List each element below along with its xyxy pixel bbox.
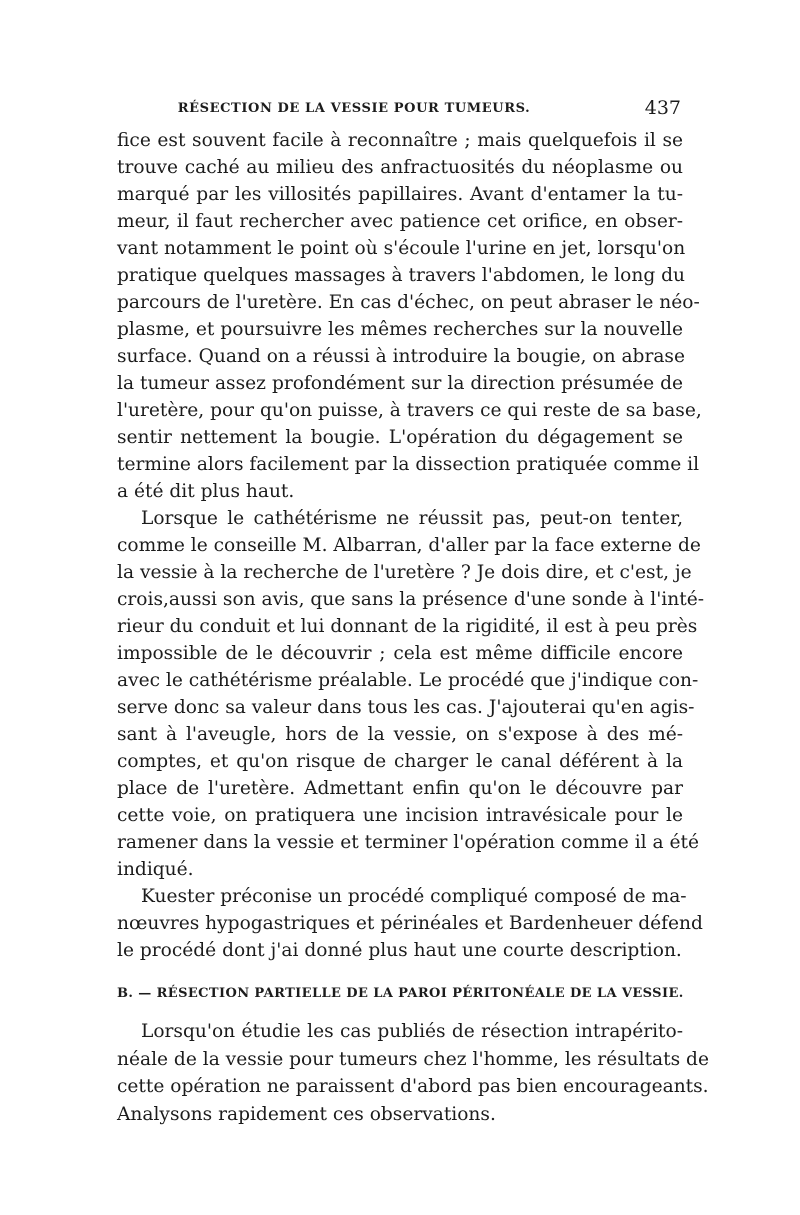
body-text-section-b xyxy=(117,1018,709,1128)
text-line: la vessie à la recherche de l'uretère ? Je dois dire, et c'est, je xyxy=(117,562,692,583)
text-line: termine alors facilement par la dissection pratiquée comme il xyxy=(117,454,700,475)
text-line: meur, il faut rechercher avec patience cet orifice, en obser- xyxy=(117,211,683,232)
text-line: la tumeur assez profondément sur la direction présumée de xyxy=(117,373,683,394)
section-heading: B. — RÉSECTION PARTIELLE DE LA PAROI PÉRITONÉALE DE LA VESSIE. xyxy=(117,986,684,1001)
running-title: RÉSECTION DE LA VESSIE POUR TUMEURS. xyxy=(177,101,531,116)
text-line: marqué par les villosités papillaires. Avant d'entamer la tu- xyxy=(117,184,683,205)
text-line: avec le cathétérisme préalable. Le procédé que j'indique con- xyxy=(117,670,699,691)
text-line: Analysons rapidement ces observations. xyxy=(117,1103,496,1125)
running-head xyxy=(117,97,681,125)
text-line: indiqué. xyxy=(117,859,194,880)
text-line: Kuester préconise un procédé compliqué composé de ma- xyxy=(141,886,687,907)
text-line: fice est souvent facile à reconnaître ; mais quelquefois il se xyxy=(117,130,683,151)
text-line: place de l'uretère. Admettant enfin qu'on le découvre par xyxy=(117,778,683,799)
text-line: sentir nettement la bougie. L'opération du dégagement se xyxy=(117,427,683,448)
text-line: cette voie, on pratiquera une incision intravésicale pour le xyxy=(117,805,683,826)
paragraph-catheterism xyxy=(117,505,704,883)
text-line: parcours de l'uretère. En cas d'échec, on peut abraser le néo- xyxy=(117,292,700,313)
text-line: surface. Quand on a réussi à introduire la bougie, on abrase xyxy=(117,346,685,367)
paragraph-intraperitoneal xyxy=(117,1018,709,1128)
text-line: comptes, et qu'on risque de charger le canal déférent à la xyxy=(117,751,683,772)
text-line: a été dit plus haut. xyxy=(117,481,295,502)
text-line: rieur du conduit et lui donnant de la rigidité, il est à peu près xyxy=(117,616,698,637)
text-line: vant notamment le point où s'écoule l'urine en jet, lorsqu'on xyxy=(117,238,686,259)
text-line: comme le conseille M. Albarran, d'aller par la face externe de xyxy=(117,535,701,556)
paragraph-continuation xyxy=(117,127,702,505)
text-line: impossible de le découvrir ; cela est même difficile encore xyxy=(117,643,683,664)
text-line: plasme, et poursuivre les mêmes recherches sur la nouvelle xyxy=(117,319,684,340)
text-line: sant à l'aveugle, hors de la vessie, on s'expose à des mé- xyxy=(117,724,683,745)
page-number: 437 xyxy=(644,97,681,119)
text-line: cette opération ne paraissent d'abord pas bien encourageants. xyxy=(117,1076,709,1097)
text-line: trouve caché au milieu des anfractuosités du néoplasme ou xyxy=(117,157,683,178)
text-line: Lorsqu'on étudie les cas publiés de résection intrapérito- xyxy=(141,1021,683,1042)
text-line: nœuvres hypogastriques et périnéales et Bardenheuer défend xyxy=(117,913,703,934)
body-text xyxy=(117,127,704,964)
text-line: l'uretère, pour qu'on puisse, à travers ce qui reste de sa base, xyxy=(117,400,702,421)
paragraph-kuester xyxy=(117,883,703,964)
text-line: serve donc sa valeur dans tous les cas. J'ajouterai qu'en agis- xyxy=(117,697,695,718)
text-line: crois,aussi son avis, que sans la présence d'une sonde à l'inté- xyxy=(117,589,704,610)
text-line: pratique quelques massages à travers l'abdomen, le long du xyxy=(117,265,686,286)
text-line: néale de la vessie pour tumeurs chez l'homme, les résultats de xyxy=(117,1048,709,1070)
text-line: ramener dans la vessie et terminer l'opération comme il a été xyxy=(117,832,699,853)
text-line: Lorsque le cathétérisme ne réussit pas, peut-on tenter, xyxy=(141,508,683,529)
text-line: le procédé dont j'ai donné plus haut une courte description. xyxy=(117,940,682,961)
